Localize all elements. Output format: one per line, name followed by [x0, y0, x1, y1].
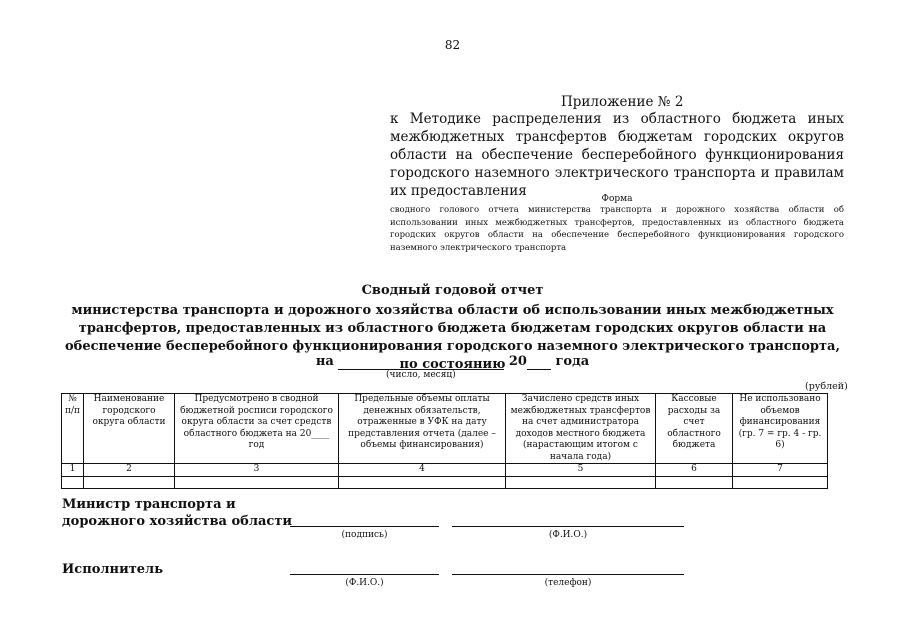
- executor-name-caption: (Ф.И.О.): [345, 578, 384, 588]
- minister-title: Министр транспорта и дорожного хозяйства области: [62, 497, 293, 529]
- name-line: [452, 526, 684, 527]
- appendix-title: Приложение № 2: [561, 94, 684, 110]
- date-blank: [338, 354, 504, 370]
- table-cell: [62, 476, 84, 488]
- table-header-row: [62, 394, 828, 464]
- signature-caption: (подпись): [341, 530, 388, 540]
- executor-name-line: [290, 574, 439, 575]
- header-cell: Не использовано объемов финансирования (гр. 7 = гр. 4 - гр. 6): [733, 394, 828, 464]
- date-prefix: на: [315, 354, 334, 369]
- table-cell: [339, 476, 506, 488]
- header-cell: № п/п: [62, 394, 84, 464]
- header-cell: Предельные объемы оплаты денежных обязательств, отраженные в УФК на дату представления отчета (далее – объемы финансирования): [339, 394, 506, 464]
- appendix-text: к Методике распределения из областного бюджета иных межбюджетных трансфертов бюджетам городских округов области на обеспечение бесперебойного функционирования городского наземного электрического транспорта и правилам их предоставления: [390, 111, 844, 199]
- header-cell: Кассовые расходы за счет областного бюджета: [656, 394, 733, 464]
- header-cell: Зачислено средств иных межбюджетных трансфертов на счет администратора доходов местного бюджета (нарастающим итогом с начала года): [506, 394, 656, 464]
- table-cell: [175, 476, 339, 488]
- column-number: 4: [339, 464, 506, 477]
- year-blank: [527, 354, 551, 370]
- table-cell: [656, 476, 733, 488]
- year-suffix: года: [555, 354, 590, 369]
- year-prefix: 20: [508, 354, 527, 369]
- report-title: Сводный годовой отчет: [361, 283, 544, 298]
- column-number: 7: [733, 464, 828, 477]
- report-table: [61, 393, 828, 489]
- table-row: [62, 464, 828, 477]
- column-number: 6: [656, 464, 733, 477]
- table-cell: [506, 476, 656, 488]
- name-caption: (Ф.И.О.): [548, 530, 588, 540]
- phone-caption: (телефон): [544, 578, 592, 588]
- column-number: 2: [84, 464, 175, 477]
- table-cell: [733, 476, 828, 488]
- header-cell: Наименование городского округа области: [84, 394, 175, 464]
- table-cell: [84, 476, 175, 488]
- column-number: 3: [175, 464, 339, 477]
- date-caption: (число, месяц): [386, 370, 456, 380]
- signature-line: [290, 526, 439, 527]
- form-description: сводного голового отчета министерства транспорта и дорожного хозяйства области об использовании иных межбюджетных трансфертов, предоставленных из областного бюджета городских округов области на обеспечение бесперебойного функционирования городского наземного электрического транспорта: [390, 205, 844, 253]
- table-row: [62, 476, 828, 488]
- page-number: 82: [444, 38, 461, 52]
- phone-line: [452, 574, 684, 575]
- report-subtitle-text: министерства транспорта и дорожного хозяйства области об использовании иных межбюджетных трансфертов, предоставленных из областного бюджета бюджетам городских округов области на обеспечение бесперебойного функционирования городского наземного электрического транспорта, по состоянию: [65, 303, 840, 372]
- column-number: 5: [506, 464, 656, 477]
- executor-title: Исполнитель: [62, 562, 164, 577]
- header-cell: Предусмотрено в сводной бюджетной росписи городского округа области за счет средств областного бюджета на 20____ год: [175, 394, 339, 464]
- units-label: (рублей): [805, 381, 848, 392]
- form-label: Форма: [601, 194, 633, 204]
- report-date-line: [0, 354, 905, 370]
- column-number: 1: [62, 464, 84, 477]
